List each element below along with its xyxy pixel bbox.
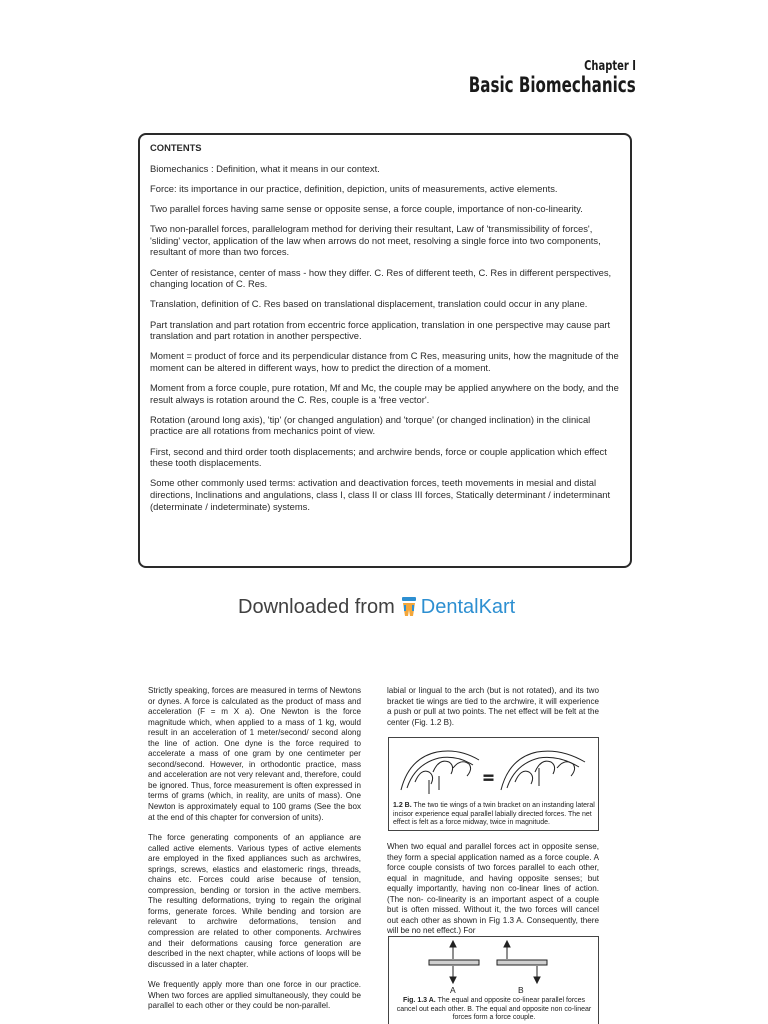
contents-list (150, 163, 621, 513)
paragraph: The force generating components of an appliance are called active elements. Various types of active elements are employed in the fixed appliances such as archwires, springs, screws, elastics and elastomeric rings, threads, chains etc. Forces could arise because of tension, compression, bending or torsion in the active members. The resulting deformations, trying to regain the original forms, generate forces. While bending and torsion are relevant to archwire deformations, tension and compression are related to other components. Archwires and their deformations causing force generation are described in the next chapter, while actions of loops will be discussed in a later chapter. (148, 833, 361, 969)
paragraph: When two equal and parallel forces act in opposite sense, they form a special application named as a force couple. A force couple consists of two forces parallel to each other, equal in magnitude, and having opposite senses; but equally importantly, having non co-linear lines of action. (The non- co-linearity is an important aspect of a couple but is often missed. Without it, the two forces will cancel out each other as shown in Fig 1.3 A. Consequently, there will be no net effect.) For (387, 842, 599, 936)
chapter-number: Chapter I (584, 59, 636, 74)
paragraph: We frequently apply more than one force in our practice. When two forces are applied simultaneously, they could be parallel to each other or they could be non-parallel. (148, 980, 361, 1011)
contents-item: Translation, definition of C. Res based on translational displacement, translation could occur in any plane. (150, 298, 588, 310)
contents-item: Some other commonly used terms: activation and deactivation forces, teeth movements in mesial and distal directions, Inclinations and angulations, class I, class II or class III forces, Statically determinant / indeterminant (determinate / indeterminate) systems. (150, 477, 611, 512)
chapter-title: Basic Biomechanics (469, 73, 636, 97)
body-right-column-top (387, 686, 599, 728)
watermark-brand: DentalKart (420, 595, 516, 618)
caption-text: The equal and opposite co-linear parallel forces cancel out each other. B. The equal and opposite non co-linear forces form a force couple. (396, 997, 592, 1021)
contents-heading: CONTENTS (150, 142, 202, 153)
body-right-column-middle (387, 834, 599, 945)
contents-item: Force: its importance in our practice, definition, depiction, units of measurements, active elements. (150, 182, 558, 194)
force-couple-diagram (389, 937, 598, 985)
contents-item: First, second and third order tooth displacements; and archwire bends, force or couple application which effect these tooth displacements. (150, 445, 607, 469)
figure-1-2b-caption (393, 802, 595, 828)
contents-item: Center of resistance, center of mass - how they differ. C. Res of different teeth, C. Res in different perspectives, changing location of C. Res. (150, 266, 612, 290)
figure-1-3-caption (393, 997, 595, 1023)
caption-text: The two tie wings of a twin bracket on an instanding lateral incisor experience equal parallel labially directed forces. The net effect is felt as a force midway, twice in magnitude. (393, 802, 595, 826)
contents-item: Two parallel forces having same sense or opposite sense, a force couple, importance of non-co-linearity. (150, 202, 583, 214)
contents-item: Two non-parallel forces, parallelogram method for deriving their resultant, Law of 'transmissibility of forces', 'sliding' vector, application of the law when arrows do not meet, resolving a single force into two components, resultant of more than two forces. (150, 223, 601, 258)
paragraph: Strictly speaking, forces are measured in terms of Newtons or dynes. A force is calculated as the product of mass and acceleration (F = m X a). One Newton is the force magnitude which, when applied to a mass of 1 kg, would result in an acceleration of 1 meter/second/ second along the line of action. One dyne is the force required to accelerate a mass of one gram by one centimeter per second/second. However, in orthodontic practice, mass and acceleration are not very relevant and, therefore, could be ignored. Thus, force measurement is often expressed in terms of grams (which, in reality, are units of mass). One Newton is approximately equal to 100 grams (See the box at the end of this chapter for conversion of units). (148, 686, 361, 822)
figure-label-b: B (518, 985, 524, 995)
contents-box (138, 133, 632, 568)
contents-item: Biomechanics : Definition, what it means in our context. (150, 162, 380, 174)
figure-label-a: A (450, 985, 456, 995)
paragraph: labial or lingual to the arch (but is not rotated), and its two bracket tie wings are tied to the archwire, it will experience a push or pull at two points. The net effect will be felt at the center (Fig. 1.2 B). (387, 686, 599, 727)
tooth-logo-icon (399, 596, 419, 618)
download-watermark[interactable] (238, 592, 515, 622)
contents-item: Rotation (around long axis), 'tip' (or changed angulation) and 'torque' (or changed inclination) in the clinical practice are all rotations from mechanics point of view. (150, 413, 591, 437)
contents-item: Moment = product of force and its perpendicular distance from C Res, measuring units, how the magnitude of the moment can be altered in different ways, how to predict the direction of a moment. (150, 350, 619, 373)
figure-1-3 (388, 936, 599, 1024)
tooth-arch-illustration (389, 738, 598, 800)
figure-1-2b (388, 737, 599, 831)
caption-label: 1.2 B. (393, 802, 412, 809)
contents-item: Moment from a force couple, pure rotation, Mf and Mc, the couple may be applied anywhere on the body, and the result always is rotation around the C. Res, couple is a 'free vector'. (150, 382, 619, 405)
caption-label: Fig. 1.3 A. (402, 997, 436, 1004)
contents-item: Part translation and part rotation from eccentric force application, translation in one perspective may cause part translation and part rotation in another perspective. (150, 318, 611, 342)
body-left-column (148, 686, 361, 1022)
watermark-prefix: Downloaded from (238, 595, 395, 618)
